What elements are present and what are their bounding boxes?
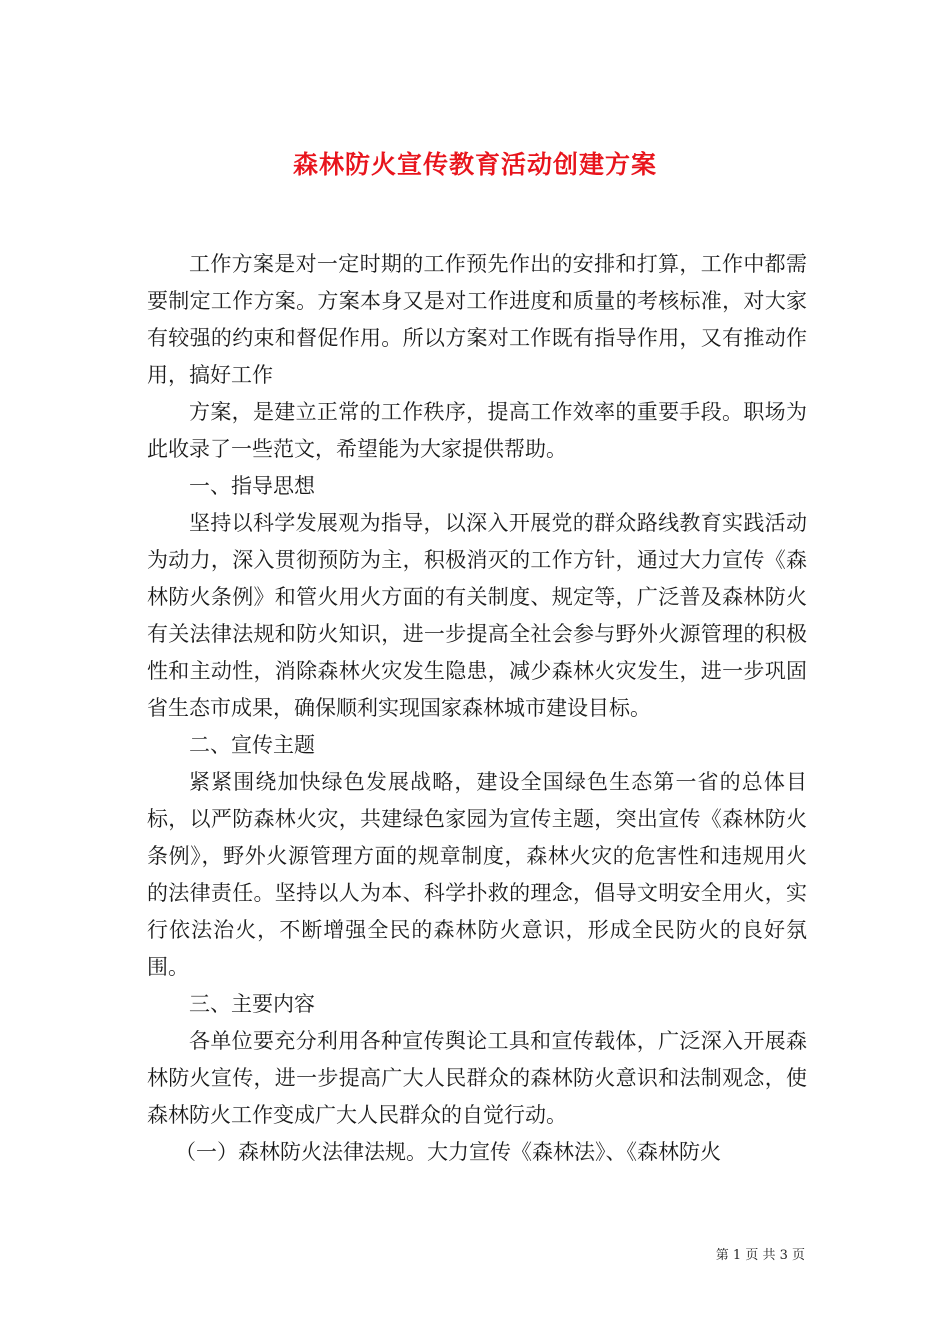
page-title: 森林防火宣传教育活动创建方案: [292, 149, 657, 179]
paragraph-theme: 紧紧围绕加快绿色发展战略，建设全国绿色生态第一省的总体目标，以严防森林火灾，共建绿色家园为宣传主题，突出宣传《森林防火条例》，野外火源管理方面的规章制度，森林火灾的危害性和违规用火的法律责任。坚持以人为本、科学扑救的理念，倡导文明安全用火，实行依法治火，不断增强全民的森林防火意识，形成全民防火的良好氛围。: [147, 770, 807, 979]
page-number: 第 1 页 共 3 页: [715, 1248, 805, 1263]
document-body: [147, 246, 807, 1171]
paragraph-intro: 工作方案是对一定时期的工作预先作出的安排和打算，工作中都需要制定工作方案。方案本身又是对工作进度和质量的考核标准，对大家有较强的约束和督促作用。所以方案对工作既有指导作用，又有推动作用，搞好工作: [147, 252, 807, 387]
section-heading-theme: 二、宣传主题: [189, 733, 315, 757]
section-heading-guiding-idea: 一、指导思想: [189, 474, 315, 498]
paragraph-intro-continued: 方案，是建立正常的工作秩序，提高工作效率的重要手段。职场为此收录了一些范文，希望能为大家提供帮助。: [147, 400, 807, 461]
paragraph-main-content: 各单位要充分利用各种宣传舆论工具和宣传载体，广泛深入开展森林防火宣传，进一步提高广大人民群众的森林防火意识和法制观念，使森林防火工作变成广大人民群众的自觉行动。: [147, 1029, 807, 1127]
section-heading-main-content: 三、主要内容: [189, 992, 315, 1016]
subsection-laws: （一）森林防火法律法规。大力宣传《森林法》、《森林防火: [175, 1140, 721, 1164]
paragraph-guiding-idea: 坚持以科学发展观为指导，以深入开展党的群众路线教育实践活动为动力，深入贯彻预防为主，积极消灭的工作方针，通过大力宣传《森林防火条例》和管火用火方面的有关制度、规定等，广泛普及森林防火有关法律法规和防火知识，进一步提高全社会参与野外火源管理的积极性和主动性，消除森林火灾发生隐患，减少森林火灾发生，进一步巩固省生态市成果，确保顺利实现国家森林城市建设目标。: [147, 511, 807, 720]
